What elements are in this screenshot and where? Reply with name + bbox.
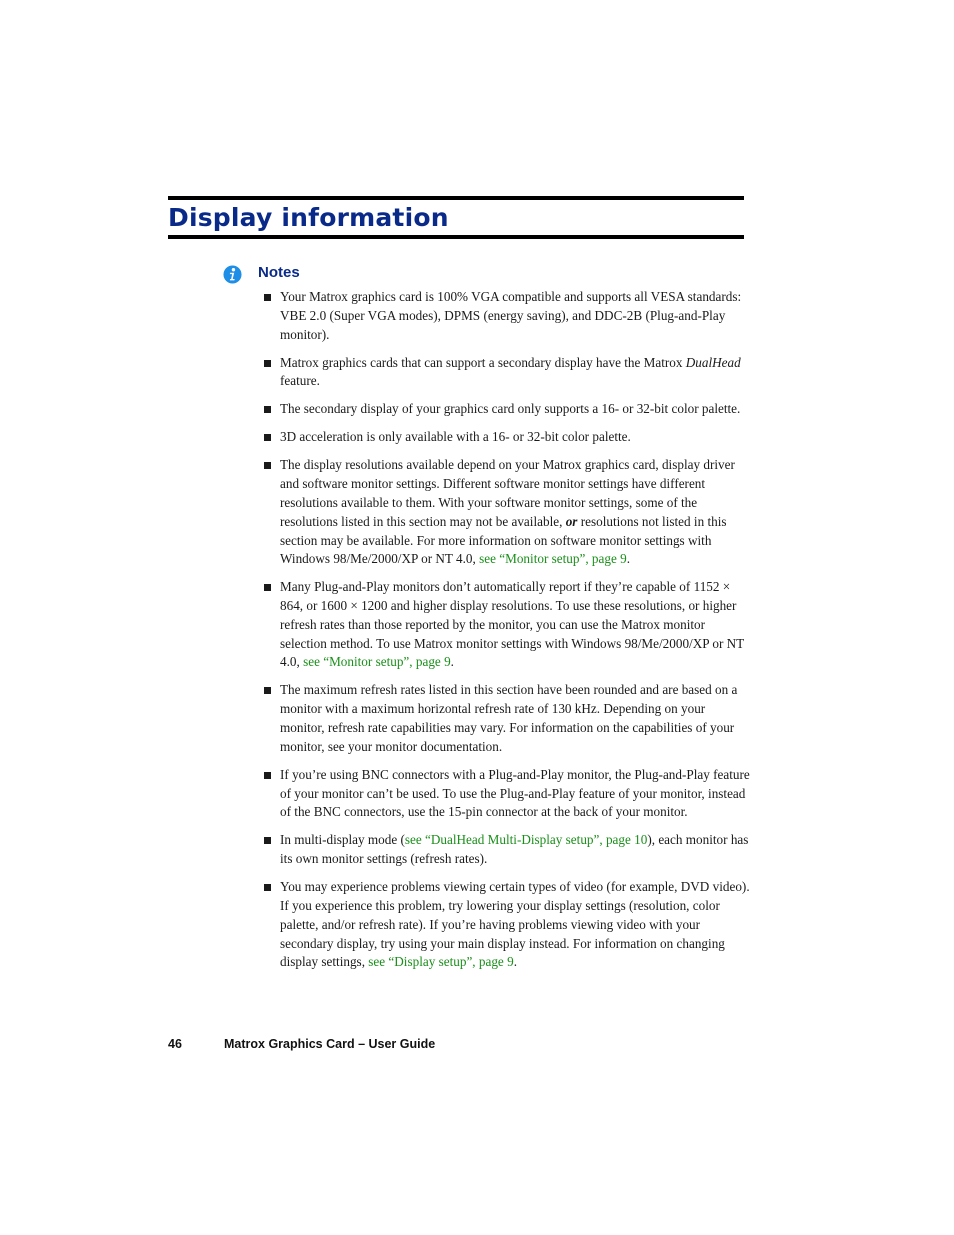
- bullet-square-icon: [264, 434, 271, 441]
- emphasis-text: or: [565, 513, 578, 529]
- bullet-square-icon: [264, 294, 271, 301]
- note-item: [262, 400, 752, 419]
- cross-reference-link[interactable]: see “Monitor setup”, page 9: [303, 654, 451, 670]
- note-item: [262, 354, 752, 392]
- cross-reference-link[interactable]: see “DualHead Multi-Display setup”, page 10: [404, 832, 648, 848]
- note-item: [262, 681, 752, 756]
- note-item: [262, 288, 752, 344]
- note-text: ), each monitor has its own monitor settings (refresh rates).: [280, 832, 749, 867]
- note-item: [262, 766, 752, 822]
- bullet-square-icon: [264, 837, 271, 844]
- bullet-square-icon: [264, 462, 271, 469]
- note-text: .: [626, 551, 631, 567]
- note-item: [262, 428, 752, 447]
- notes-heading: Notes: [258, 264, 300, 281]
- note-item: [262, 578, 752, 672]
- note-text: feature.: [280, 373, 320, 389]
- note-text: The secondary display of your graphics card only supports a 16- or 32-bit color palette.: [280, 401, 741, 417]
- note-text: If you’re using BNC connectors with a Plug-and-Play monitor, the Plug-and-Play feature of your monitor can’t be used. To use the Plug-and-Play feature of your monitor, instead of the BNC connectors, use the 15-pin connector at the back of your monitor.: [280, 766, 750, 820]
- bullet-square-icon: [264, 687, 271, 694]
- title-rule-bottom: [168, 235, 744, 239]
- footer-doc-title: Matrox Graphics Card – User Guide: [224, 1037, 436, 1051]
- note-text: resolutions not listed in this section may be available. For more information on software monitor settings with Windows 98/Me/2000/XP or NT 4.0,: [280, 513, 727, 567]
- emphasis-text: DualHead: [685, 354, 741, 370]
- page-footer: [168, 1036, 436, 1052]
- bullet-square-icon: [264, 406, 271, 413]
- page-number: 46: [168, 1037, 182, 1051]
- note-text: You may experience problems viewing certain types of video (for example, DVD video). If you experience this problem, try lowering your display settings (resolution, color palette, and/or refresh rate). If you’re having problems viewing video with your secondary display, try using your main display instead. For information on changing display settings,: [280, 879, 750, 970]
- note-item: [262, 831, 752, 869]
- note-text: Matrox graphics cards that can support a secondary display have the Matrox: [280, 354, 686, 370]
- note-text: The display resolutions available depend on your Matrox graphics card, display driver and software monitor settings. Different software monitor settings have different resolutions available to them. With your software monitor settings, some of the resolutions listed in this section may not be available,: [280, 457, 735, 529]
- note-text: .: [450, 654, 454, 670]
- cross-reference-link[interactable]: see “Monitor setup”, page 9: [479, 551, 627, 567]
- cross-reference-link[interactable]: see “Display setup”, page 9: [368, 954, 514, 970]
- note-text: Many Plug-and-Play monitors don’t automatically report if they’re capable of 1152 × 864, or 1600 × 1200 and higher display resolutions. To use these resolutions, or higher refresh rates than those reported by the monitor, you can use the Matrox monitor selection method. To use Matrox monitor settings with Windows 98/Me/2000/XP or NT 4.0,: [280, 579, 744, 670]
- note-item: [262, 878, 752, 972]
- notes-list: [262, 288, 752, 981]
- note-text: The maximum refresh rates listed in this section have been rounded and are based on a monitor with a maximum horizontal refresh rate of 130 kHz. Depending on your monitor, refresh rate capabilities may vary. For information on the capabilities of your monitor, see your monitor documentation.: [280, 682, 738, 754]
- info-icon: [223, 265, 242, 284]
- bullet-square-icon: [264, 584, 271, 591]
- note-text: In multi-display mode (: [280, 832, 405, 848]
- note-text: .: [513, 954, 517, 970]
- bullet-square-icon: [264, 772, 271, 779]
- note-text: 3D acceleration is only available with a 16- or 32-bit color palette.: [280, 429, 631, 445]
- bullet-square-icon: [264, 884, 271, 891]
- note-text: Your Matrox graphics card is 100% VGA compatible and supports all VESA standards: VBE 2.0 (Super VGA modes), DPMS (energy saving), and DDC-2B (Plug-and-Play monitor).: [280, 289, 742, 342]
- bullet-square-icon: [264, 360, 271, 367]
- note-item: [262, 456, 752, 569]
- page-title: Display information: [168, 203, 449, 232]
